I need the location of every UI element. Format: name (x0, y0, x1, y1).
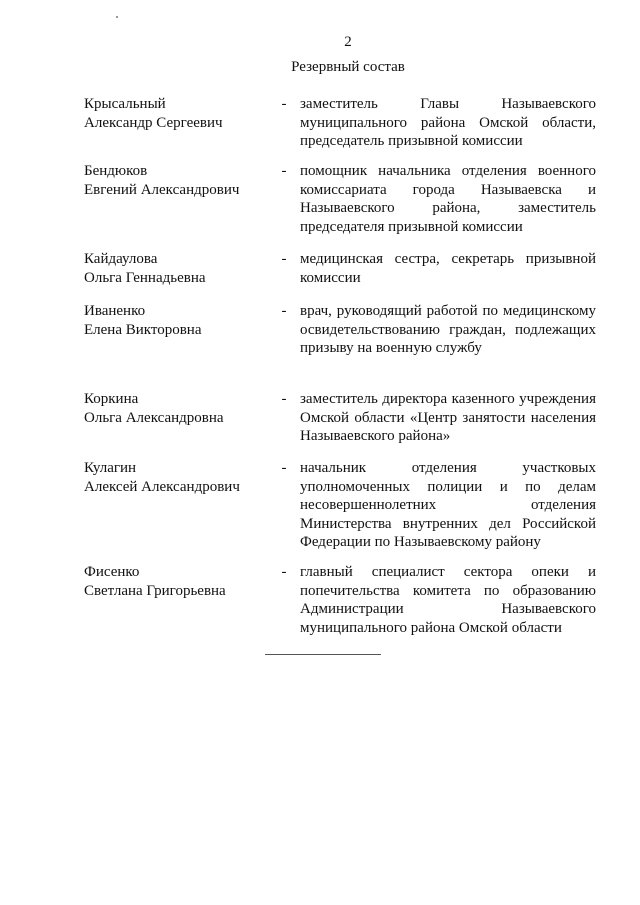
member-role: врач, руководящий работой по медицинскому освидетельствованию граждан, подлежащих призыву на военную службу (300, 303, 596, 356)
member-given-names: Елена Викторовна (84, 321, 202, 338)
separator-dash: - (281, 391, 287, 407)
member-role: заместитель директора казенного учреждения Омской области «Центр занятости населения Называевского района» (300, 391, 596, 444)
scan-speck (116, 16, 118, 18)
member-given-names: Александр Сергеевич (84, 114, 223, 131)
member-surname: Бендюков (84, 163, 148, 179)
member-role: медицинская сестра, секретарь призывной комиссии (300, 251, 596, 286)
member-name (84, 95, 284, 132)
separator-dash: - (281, 303, 287, 319)
member-role: главный специалист сектора опеки и попечительства комитета по образованию Администрации Называевского муниципального района Омской области (300, 564, 596, 636)
member-surname: Крысальный (84, 96, 166, 112)
page-number: 2 (344, 34, 352, 50)
member-surname: Кайдаулова (84, 251, 158, 267)
member-surname: Фисенко (84, 564, 140, 580)
member-given-names: Ольга Александровна (84, 409, 224, 426)
separator-dash: - (281, 163, 287, 179)
member-surname: Иваненко (84, 303, 146, 319)
member-role: начальник отделения участковых уполномоченных полиции и по делам несовершеннолетних отделения Министерства внутренних дел Российской Федерации по Называевскому району (300, 460, 596, 550)
member-role: заместитель Главы Называевского муниципального района Омской области, председатель призывной комиссии (300, 96, 596, 149)
member-name (84, 302, 284, 339)
separator-dash: - (281, 96, 287, 112)
member-given-names: Светлана Григорьевна (84, 582, 226, 599)
separator-dash: - (281, 564, 287, 580)
member-role: помощник начальника отделения военного комиссариата города Называевска и Называевского района, заместитель председателя призывной комиссии (300, 163, 596, 235)
closing-divider (265, 654, 381, 655)
member-surname: Коркина (84, 391, 139, 407)
separator-dash: - (281, 251, 287, 267)
member-name (84, 459, 284, 496)
member-name (84, 162, 284, 199)
member-name (84, 250, 284, 287)
member-name (84, 563, 284, 600)
member-surname: Кулагин (84, 460, 137, 476)
member-given-names: Ольга Геннадьевна (84, 269, 206, 286)
page-title: Резервный состав (291, 59, 405, 75)
separator-dash: - (281, 460, 287, 476)
member-given-names: Евгений Александрович (84, 181, 240, 198)
member-given-names: Алексей Александрович (84, 478, 240, 495)
member-name (84, 390, 284, 427)
